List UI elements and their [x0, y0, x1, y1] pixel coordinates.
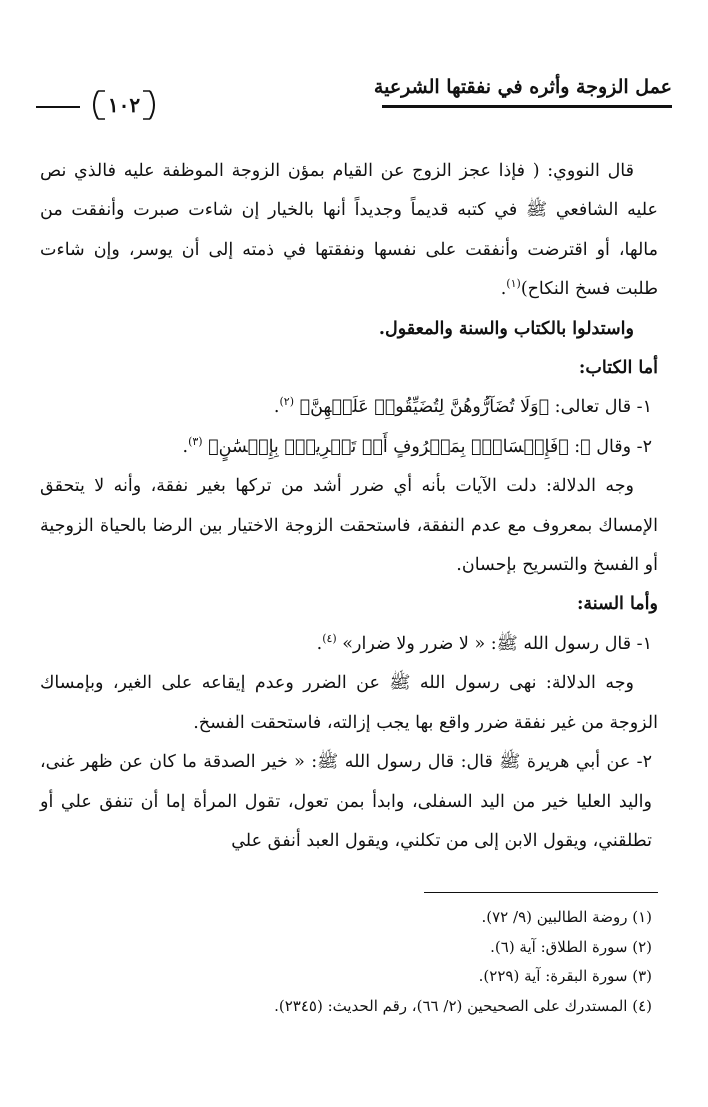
page-number-ornament	[88, 89, 160, 121]
footnote-2: (٢) سورة الطلاق: آية (٦).	[490, 937, 652, 956]
quran-evidence-2: ٢- وقال ﷻ: ﴿فَإِمۡسَاكُۢ بِمَعۡرُوفٍ أَوۡ تَسۡرِيحُۢ بِإِحۡسَٰنٍ﴾ $^{(٣)}$.	[182, 435, 652, 457]
running-title: عمل الزوجة وأثره في نفقتها الشرعية	[373, 76, 672, 98]
section-heading-evidence: واستدلوا بالكتاب والسنة والمعقول.	[378, 318, 634, 339]
quran-verse: ﴿وَلَا تُضَآرُّوهُنَّ لِتُضَيِّقُوا۟ عَلَيۡهِنَّ﴾	[299, 397, 550, 418]
hadith-evidence-1: ١- قال رسول الله ﷺ: « لا ضرر ولا ضرار» $^{(٤)}$.	[316, 632, 652, 654]
footnote-3: (٣) سورة البقرة: آية (٢٢٩).	[478, 967, 652, 985]
paragraph-hadith-inference: وجه الدلالة: نهى رسول الله ﷺ عن الضرر وعدم إيقاعه على الغير، وبإمساك الزوجة من غير نفقة ضرر واقع بها يجب إزالته، فاستحقت الفسخ.	[40, 673, 658, 733]
footnote-separator	[424, 892, 658, 893]
quran-evidence-1: ١- قال تعالى: ﴿وَلَا تُضَآرُّوهُنَّ لِتُضَيِّقُوا۟ عَلَيۡهِنَّ﴾ $^{(٢)}$.	[273, 395, 652, 418]
footnote-ref-1: (١)	[506, 277, 521, 291]
header-rule-short	[36, 106, 80, 108]
hadith-evidence-2: ٢- عن أبي هريرة ﷺ قال: قال رسول الله ﷺ: « خير الصدقة ما كان عن ظهر غنى، واليد العليا خير من اليد السفلى، وابدأ بمن تعول، تقول المرأة إما أن تنفق علي أو تطلقني، ويقول الابن إلى من تكلني، ويقول العبد أنفق علي	[40, 752, 652, 851]
paragraph-nawawi-quote: قال النووي: ( فإذا عجز الزوج عن القيام بمؤن الزوجة الموظفة عليه فالذي نص عليه الشافعي ﷺ في كتبه قديماً وجديداً أنها بالخيار إن شاءت صبرت وأنفقت من مالها، أو اقترضت وأنفقت على نفسها ونفقتها في ذمته إلى أن يوسر، وإن شاءت طلبت فسخ النكاح)$^{(١)}$.	[40, 161, 658, 300]
footnote-ref-4: (٤)	[322, 632, 337, 646]
footnotes	[40, 903, 652, 1021]
footnote-ref-3: (٣)	[188, 435, 203, 449]
footnote-4: (٤) المستدرك على الصحيحين (٢/ ٦٦)، رقم الحديث: (٢٣٤٥).	[274, 996, 652, 1015]
page-header	[36, 70, 672, 130]
paragraph-quran-inference: وجه الدلالة: دلت الآيات بأنه أي ضرر أشد من تركها بغير نفقة، وأنه لا يتحقق الإمساك بمعروف مع عدم النفقة، فاستحقت الزوجة الاختيار بين الرضا بالحياة الزوجية أو الفسخ والتسريح بإحسان.	[40, 476, 658, 576]
quran-verse: ﴿فَإِمۡسَاكُۢ بِمَعۡرُوفٍ أَوۡ تَسۡرِيحُۢ بِإِحۡسَٰنٍ﴾	[208, 436, 569, 457]
footnote-ref-2: (٢)	[279, 395, 294, 409]
footnote-1: (١) روضة الطالبين (٩/ ٧٢).	[481, 908, 652, 926]
main-text	[40, 152, 658, 861]
section-heading-quran: أما الكتاب:	[578, 358, 658, 379]
header-rule	[382, 105, 672, 108]
section-heading-sunnah: وأما السنة:	[576, 594, 658, 615]
page-number: ١٠٢	[107, 93, 141, 117]
